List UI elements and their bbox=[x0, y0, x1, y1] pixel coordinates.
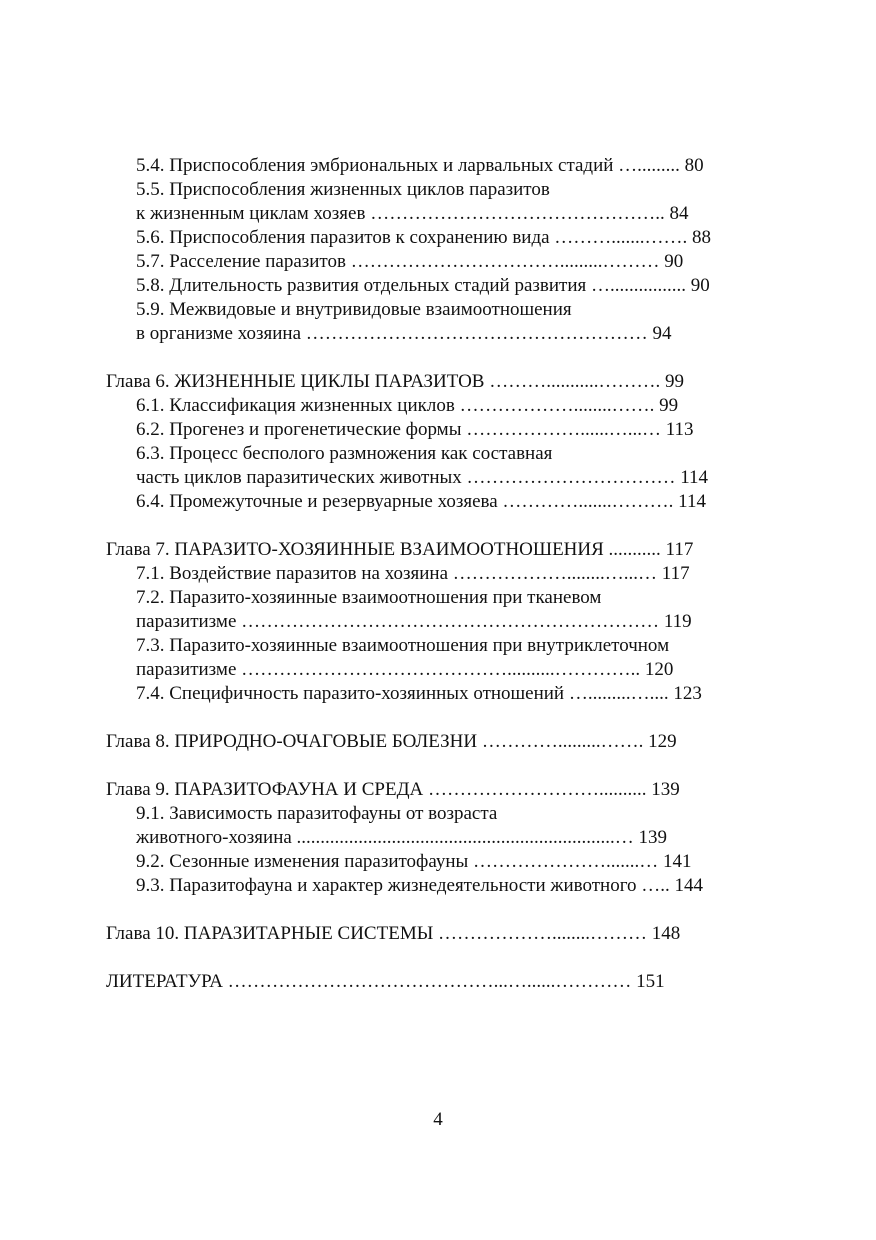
toc-entry-7-3: 7.3. Паразито-хозяинные взаимоотношения при внутриклеточном bbox=[136, 635, 670, 656]
toc-entry-6-3-cont: часть циклов паразитических животных …………………………… 114 bbox=[136, 467, 709, 488]
toc-entry-9-2: 9.2. Сезонные изменения паразитофауны ………………….......… 141 bbox=[136, 851, 692, 872]
toc-chapter-8: Глава 8. ПРИРОДНО-ОЧАГОВЫЕ БОЛЕЗНИ ………….........……. 129 bbox=[106, 731, 677, 752]
toc-entry-9-1: 9.1. Зависимость паразитофауны от возраста bbox=[136, 803, 498, 824]
toc-entry-5-4: 5.4. Приспособления эмбриональных и ларвальных стадий …......... 80 bbox=[136, 155, 704, 176]
toc-entry-6-4: 6.4. Промежуточные и резервуарные хозяева ………….......………. 114 bbox=[136, 491, 706, 512]
toc-entry-7-3-cont: паразитизме ……………………………………..........………….. 120 bbox=[136, 659, 674, 680]
toc-entry-7-2-cont: паразитизме ………………………………………………………… 119 bbox=[136, 611, 692, 632]
toc-entry-6-1: 6.1. Классификация жизненных циклов ………………........……. 99 bbox=[136, 395, 679, 416]
toc-chapter-9: Глава 9. ПАРАЗИТОФАУНА И СРЕДА ……………………….......... 139 bbox=[106, 779, 680, 800]
toc-entry-9-1-cont: животного-хозяина ...................................................................… 139 bbox=[136, 827, 668, 848]
toc-entry-7-2: 7.2. Паразито-хозяинные взаимоотношения при тканевом bbox=[136, 587, 602, 608]
toc-entry-6-2: 6.2. Прогенез и прогенетические формы ………………......…...… 113 bbox=[136, 419, 694, 440]
toc-entry-7-4: 7.4. Специфичность паразито-хозяинных отношений ….........….... 123 bbox=[136, 683, 702, 704]
toc-entry-9-3: 9.3. Паразитофауна и характер жизнедеятельности животного ….. 144 bbox=[136, 875, 704, 896]
toc-chapter-10: Глава 10. ПАРАЗИТАРНЫЕ СИСТЕМЫ ………………........……… 148 bbox=[106, 923, 681, 944]
toc-entry-6-3: 6.3. Процесс бесполого размножения как составная bbox=[136, 443, 553, 464]
toc-entry-5-5-cont: к жизненным циклам хозяев ……………………………………….. 84 bbox=[136, 203, 689, 224]
toc-entry-5-8: 5.8. Длительность развития отдельных стадий развития …................ 90 bbox=[136, 275, 710, 296]
page-number: 4 bbox=[433, 1109, 443, 1130]
toc-entry-5-5: 5.5. Приспособления жизненных циклов паразитов bbox=[136, 179, 550, 200]
toc-literature: ЛИТЕРАТУРА ……………………………………...…......………… 151 bbox=[106, 971, 665, 992]
toc-entry-5-7: 5.7. Расселение паразитов …………………………….........……… 90 bbox=[136, 251, 684, 272]
toc-entry-5-6: 5.6. Приспособления паразитов к сохранению вида ……….......……. 88 bbox=[136, 227, 712, 248]
toc-entry-5-9-cont: в организме хозяина ……………………………………………… 94 bbox=[136, 323, 672, 344]
toc-chapter-6: Глава 6. ЖИЗНЕННЫЕ ЦИКЛЫ ПАРАЗИТОВ ………...........………. 99 bbox=[106, 371, 684, 392]
toc-chapter-7: Глава 7. ПАРАЗИТО-ХОЗЯИННЫЕ ВЗАИМООТНОШЕНИЯ ........... 117 bbox=[106, 539, 694, 560]
toc-entry-5-9: 5.9. Межвидовые и внутривидовые взаимоотношения bbox=[136, 299, 572, 320]
toc-entry-7-1: 7.1. Воздействие паразитов на хозяина ………………........…...… 117 bbox=[136, 563, 690, 584]
